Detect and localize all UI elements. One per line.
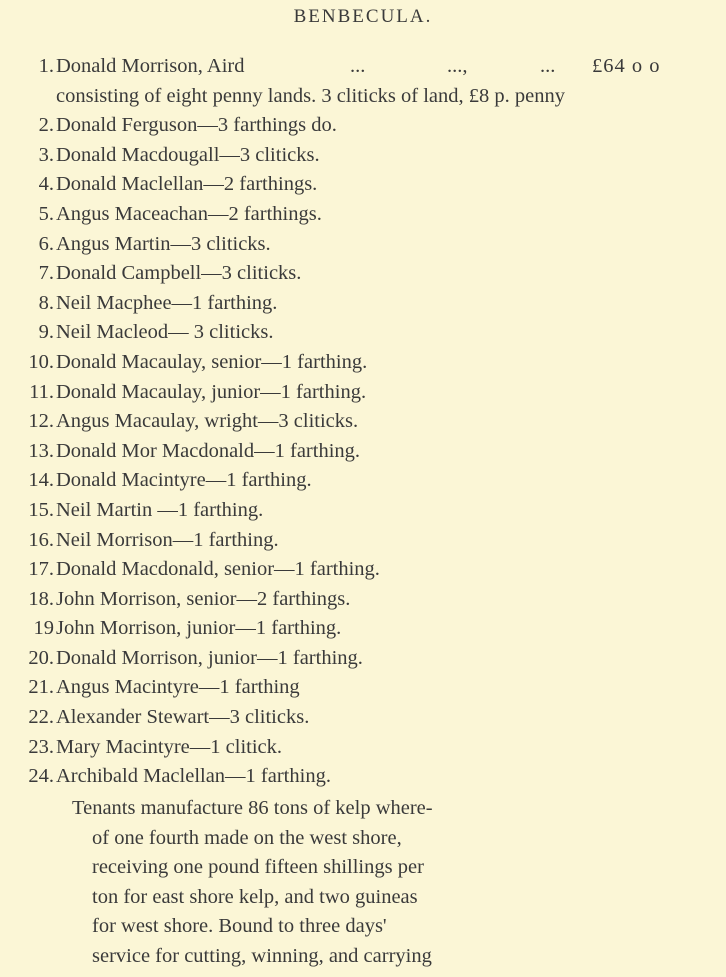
entry-number: 11. [29, 380, 54, 403]
entry-text: Donald Mor Macdonald—1 farthing. [56, 439, 361, 462]
list-item [0, 407, 726, 437]
entry-text: Angus Martin—3 cliticks. [56, 232, 271, 255]
entry-text: Donald Macintyre—1 farthing. [56, 469, 312, 492]
entry-number: 3. [38, 143, 54, 166]
entry-number: 1. [38, 55, 54, 77]
entry-text: Alexander Stewart—3 cliticks. [56, 706, 310, 729]
entry-number: 4. [38, 173, 54, 196]
entry-text: Donald Campbell—3 cliticks. [56, 262, 302, 285]
list-item [0, 466, 726, 496]
entry-number: 15. [28, 498, 54, 521]
entry-number: 21. [28, 676, 54, 699]
list-item [0, 378, 726, 408]
entry-text: Archibald Maclellan—1 farthing. [56, 765, 331, 788]
entry-number: 18. [28, 587, 54, 610]
note-line: receiving one pound fifteen shillings per [92, 856, 424, 879]
entry-number: 2. [38, 114, 54, 137]
entry-text: Donald Maclellan—2 farthings. [56, 173, 318, 196]
list-item [0, 526, 726, 556]
list-item [0, 200, 726, 230]
entry-number: 23. [28, 735, 54, 758]
entry-number: 9. [38, 321, 54, 344]
note-line: Tenants manufacture 86 tons of kelp where- [72, 797, 433, 819]
section-heading: BENBECULA. [293, 6, 433, 27]
note-line: for west shore. Bound to three days' [92, 915, 387, 938]
entry-continuation: consisting of eight penny lands. 3 cliticks of land, £8 p. penny [56, 84, 566, 107]
leader-dots: ... [350, 55, 366, 77]
note-line: of one fourth made on the west shore, [92, 826, 402, 849]
entry-text: Donald Morrison, junior—1 farthing. [56, 646, 363, 669]
entry-text: Neil Macphee—1 farthing. [56, 291, 278, 314]
entry-text: Neil Morrison—1 farthing. [56, 528, 279, 551]
entry-number: 10. [28, 350, 54, 373]
entry-number: 12. [28, 410, 54, 433]
entry-text: John Morrison, junior—1 farthing. [56, 617, 342, 640]
entry-text: Donald Macdonald, senior—1 farthing. [56, 558, 380, 581]
entry-number: 17. [28, 558, 54, 581]
entry-text: Donald Macaulay, senior—1 farthing. [56, 350, 368, 373]
entry-number: 14. [28, 469, 54, 492]
entry-number: 8. [38, 291, 54, 314]
list-item [0, 585, 726, 615]
list-item [0, 673, 726, 703]
tenants-note [72, 794, 526, 972]
entry-name: Donald Morrison, Aird [56, 55, 245, 77]
leader-dots: ... [540, 55, 556, 77]
list-item [0, 644, 726, 674]
list-item [0, 555, 726, 585]
entry-text: Donald Macdougall—3 cliticks. [56, 143, 320, 166]
note-line: ton for east shore kelp, and two guineas [92, 885, 418, 908]
list-item [0, 733, 726, 763]
leader-dots: ..., [447, 55, 468, 77]
list-item [0, 703, 726, 733]
entry-text: Donald Macaulay, junior—1 farthing. [56, 380, 367, 403]
entry-text: Angus Macintyre—1 farthing [56, 676, 300, 699]
entry-text: Angus Maceachan—2 farthings. [56, 202, 322, 225]
list-item [0, 348, 726, 378]
list-item [0, 762, 726, 792]
entry-text: Mary Macintyre—1 clitick. [56, 735, 283, 758]
entry-number: 24. [28, 765, 54, 788]
list-item [0, 230, 726, 260]
tenant-list [0, 52, 726, 792]
entry-text: Neil Macleod— 3 cliticks. [56, 321, 274, 344]
list-item [0, 496, 726, 526]
entry-text: John Morrison, senior—2 farthings. [56, 587, 351, 610]
entry-text: Angus Macaulay, wright—3 cliticks. [56, 410, 359, 433]
list-item [0, 259, 726, 289]
entry-number: 7. [38, 262, 54, 285]
note-line: service for cutting, winning, and carrying [92, 944, 432, 967]
list-item [0, 111, 726, 141]
list-item [0, 318, 726, 348]
entry-text: Donald Ferguson—3 farthings do. [56, 114, 337, 137]
entry-number: 19 [33, 617, 54, 640]
list-item [0, 52, 726, 82]
list-item [0, 170, 726, 200]
entry-number: 6. [38, 232, 54, 255]
entry-number: 22. [28, 706, 54, 729]
list-item [0, 437, 726, 467]
entry-number: 20. [28, 646, 54, 669]
list-item [0, 614, 726, 644]
entry-text: Neil Martin —1 farthing. [56, 498, 264, 521]
entry-number: 5. [38, 202, 54, 225]
entry-number: 16. [28, 528, 54, 551]
list-item [0, 141, 726, 171]
entry-number: 13. [28, 439, 54, 462]
entry-rows [0, 111, 726, 792]
rent-amount: £64 o o [592, 55, 661, 77]
list-item [0, 289, 726, 319]
